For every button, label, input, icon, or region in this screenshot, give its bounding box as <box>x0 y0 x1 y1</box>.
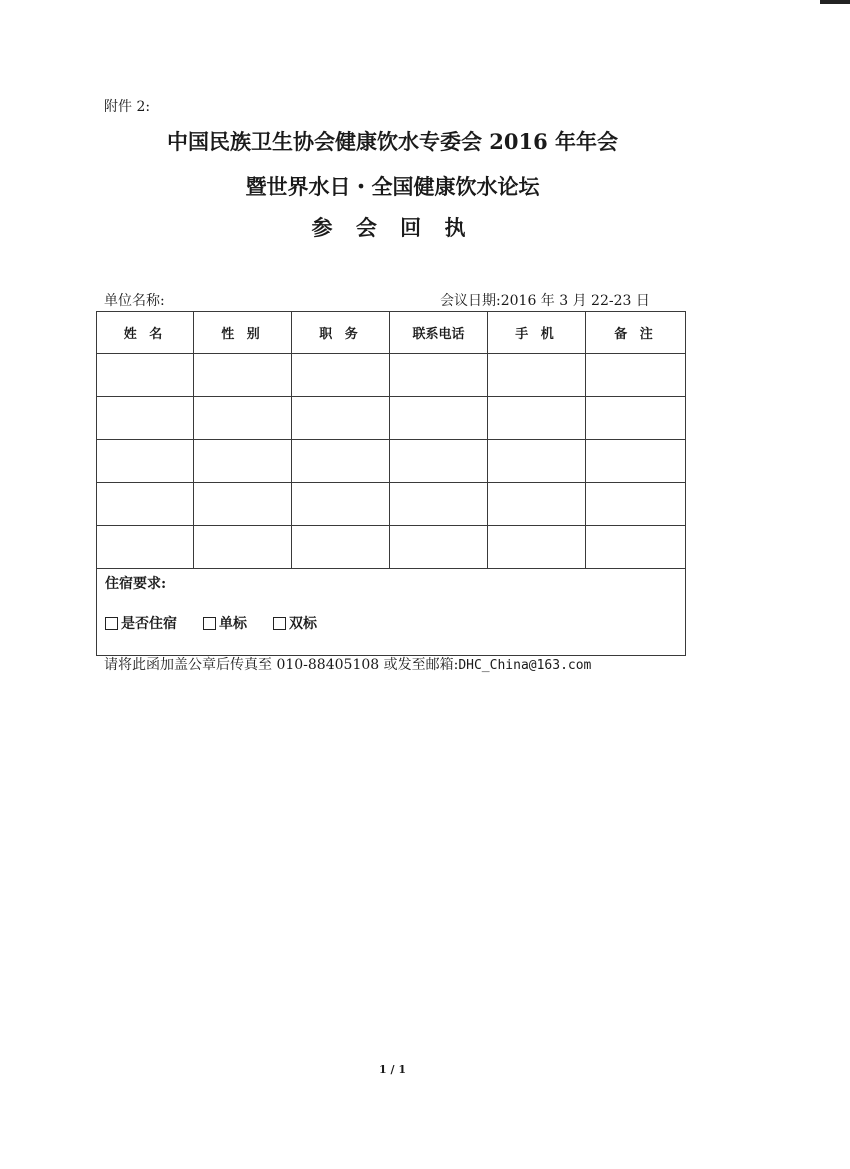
document-title: 中国民族卫生协会健康饮水专委会 2016 年年会 <box>166 129 619 154</box>
lodging-option-label: 是否住宿 <box>121 616 177 632</box>
header-position: 职 务 <box>292 312 390 354</box>
lodging-option-stay[interactable] <box>105 613 177 633</box>
remarks-cell[interactable] <box>586 526 686 569</box>
lodging-row <box>97 569 686 656</box>
position-cell[interactable] <box>292 440 390 483</box>
lodging-option-label: 单标 <box>219 616 247 632</box>
header-name: 姓 名 <box>97 312 194 354</box>
table-row <box>97 526 686 569</box>
phone-cell[interactable] <box>390 354 488 397</box>
gender-cell[interactable] <box>194 526 292 569</box>
lodging-options <box>105 613 685 633</box>
gender-cell[interactable] <box>194 483 292 526</box>
checkbox-icon[interactable] <box>273 617 286 630</box>
mobile-cell[interactable] <box>488 483 586 526</box>
header-gender: 性 别 <box>194 312 292 354</box>
remarks-cell[interactable] <box>586 354 686 397</box>
checkbox-icon[interactable] <box>203 617 216 630</box>
unit-name-label: 单位名称: <box>104 293 165 309</box>
lodging-option-double[interactable] <box>273 613 317 633</box>
position-cell[interactable] <box>292 397 390 440</box>
table-row <box>97 440 686 483</box>
phone-cell[interactable] <box>390 440 488 483</box>
lodging-title: 住宿要求: <box>105 576 167 592</box>
form-heading: 参 会 回 执 <box>311 215 474 240</box>
remarks-cell[interactable] <box>586 483 686 526</box>
page-number: 1 / 1 <box>379 1063 406 1076</box>
mobile-cell[interactable] <box>488 354 586 397</box>
table-row <box>97 354 686 397</box>
header-remarks: 备 注 <box>586 312 686 354</box>
gender-cell[interactable] <box>194 354 292 397</box>
name-cell[interactable] <box>97 354 194 397</box>
phone-cell[interactable] <box>390 526 488 569</box>
gender-cell[interactable] <box>194 440 292 483</box>
phone-cell[interactable] <box>390 397 488 440</box>
mobile-cell[interactable] <box>488 440 586 483</box>
name-cell[interactable] <box>97 526 194 569</box>
gender-cell[interactable] <box>194 397 292 440</box>
attachment-label: 附件 2: <box>104 99 151 115</box>
position-cell[interactable] <box>292 526 390 569</box>
email-address: DHC_China@163.com <box>458 658 592 673</box>
lodging-section <box>97 569 686 656</box>
table-row <box>97 483 686 526</box>
position-cell[interactable] <box>292 483 390 526</box>
remarks-cell[interactable] <box>586 397 686 440</box>
submission-instruction <box>104 654 591 674</box>
document-subtitle: 暨世界水日・全国健康饮水论坛 <box>245 174 540 199</box>
position-cell[interactable] <box>292 354 390 397</box>
lodging-option-label: 双标 <box>289 616 317 632</box>
mobile-cell[interactable] <box>488 397 586 440</box>
phone-cell[interactable] <box>390 483 488 526</box>
mobile-cell[interactable] <box>488 526 586 569</box>
table-row <box>97 397 686 440</box>
header-phone: 联系电话 <box>390 312 488 354</box>
scan-corner-mark <box>820 0 850 4</box>
name-cell[interactable] <box>97 397 194 440</box>
header-mobile: 手 机 <box>488 312 586 354</box>
meeting-date: 会议日期:2016 年 3 月 22-23 日 <box>440 293 650 309</box>
instruction-text: 请将此函加盖公章后传真至 010-88405108 或发至邮箱: <box>104 657 459 673</box>
name-cell[interactable] <box>97 483 194 526</box>
name-cell[interactable] <box>97 440 194 483</box>
table-header-row <box>97 312 686 354</box>
remarks-cell[interactable] <box>586 440 686 483</box>
checkbox-icon[interactable] <box>105 617 118 630</box>
registration-table <box>96 311 686 656</box>
lodging-option-single[interactable] <box>203 613 247 633</box>
